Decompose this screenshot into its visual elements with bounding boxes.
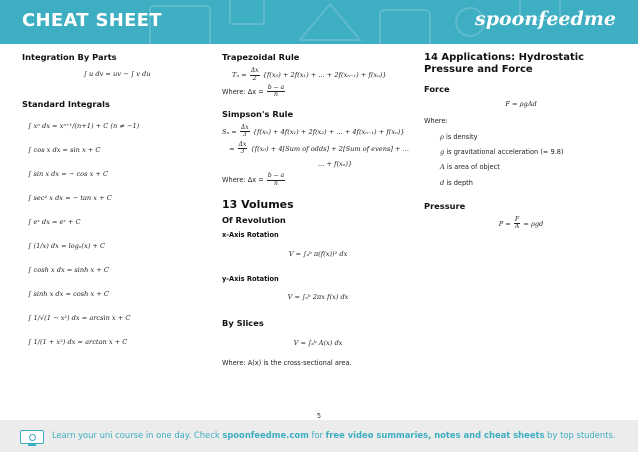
fraction-denominator: A [514, 223, 520, 231]
simpsons-heading: Simpson's Rule [222, 108, 294, 119]
standard-integrals-heading: Standard Integrals [22, 98, 110, 109]
force-where: Where: [424, 116, 448, 125]
volumes-heading: 13 Volumes [222, 197, 294, 211]
trapezoidal-fraction [250, 68, 260, 82]
definition-depth [424, 179, 618, 187]
by-slices-heading: By Slices [222, 318, 264, 329]
x-axis-rotation-formula: V = ∫ₐᵇ π(f(x))² dx [288, 249, 348, 258]
symbol-g: g [440, 148, 445, 157]
where-label: Where: Δx = [222, 87, 264, 96]
symbol-d: d [440, 178, 445, 187]
by-slices-where: Where: A(x) is the cross-sectional area. [222, 359, 352, 367]
fraction-numerator: F [514, 216, 520, 224]
pressure-lhs: P = [498, 219, 511, 228]
definition-density [424, 133, 618, 141]
y-axis-rotation-heading: y-Axis Rotation [222, 274, 279, 283]
integral-sec2: ∫ sec² x dx = − tan x + C [28, 194, 112, 203]
pressure-formula [424, 217, 618, 231]
header-banner [0, 0, 638, 44]
fraction-numerator: Δx [240, 123, 249, 131]
force-formula: F = ρgAd [505, 100, 537, 109]
footer-text-1: Learn your uni course in one day. Check [52, 430, 223, 440]
trapezoidal-lhs: Tₙ = [232, 71, 247, 80]
ibp-heading: Integration By Parts [22, 52, 117, 62]
fraction-numerator: Δx [238, 140, 247, 148]
pressure-fraction [514, 217, 520, 231]
footer-bar [0, 420, 638, 452]
footer-highlight: free video summaries, notes and cheat sheets [325, 430, 545, 440]
integral-arcsin: ∫ 1/√(1 − x²) dx = arcsin x + C [28, 314, 131, 323]
definition-text: is density [446, 132, 478, 141]
fraction-denominator: n [274, 91, 278, 99]
trapezoidal-heading: Trapezoidal Rule [222, 52, 300, 62]
applications-heading: 14 Applications: Hydrostatic Pressure and Force [424, 52, 585, 75]
integral-sinh: ∫ sinh x dx = cosh x + C [28, 290, 109, 299]
footer-text-3: by top students. [544, 430, 616, 440]
y-axis-rotation-formula: V = ∫ₐᵇ 2πx f(x) dx [287, 293, 349, 302]
simpsons-formula-line2 [222, 142, 414, 156]
integral-exp: ∫ eˣ dx = eˣ + C [28, 218, 81, 227]
definition-gravity [424, 148, 618, 156]
page-title: CHEAT SHEET [22, 10, 162, 31]
column-right [424, 52, 618, 231]
definition-text: is gravitational acceleration (≈ 9.8) [446, 148, 564, 157]
simpsons-fraction [240, 125, 250, 139]
simpsons-rhs: {f(x₀) + 4f(x₁) + 2f(x₂) + ... + 4f(xₙ₋₁) + f(xₙ)} [252, 127, 405, 136]
video-screen-icon [20, 430, 44, 444]
footer-promo-text [52, 430, 616, 440]
integral-cosh: ∫ cosh x dx = sinh x + C [28, 266, 109, 275]
column-middle [222, 52, 414, 367]
column-left [22, 52, 212, 352]
simpsons-lhs: Sₙ = [222, 127, 237, 136]
definition-area [424, 163, 618, 171]
footer-site-link[interactable]: spoonfeedme.com [222, 430, 309, 440]
integral-power: ∫ xⁿ dx = xⁿ⁺¹/(n+1) + C (n ≠ −1) [28, 122, 140, 131]
integral-sin: ∫ sin x dx = − cos x + C [28, 170, 109, 179]
trapezoidal-rhs: {f(x₀) + 2f(x₁) + ... + 2f(xₙ₋₁) + f(xₙ)} [262, 71, 387, 80]
pressure-heading: Pressure [424, 200, 466, 211]
fraction-denominator: 3 [240, 147, 245, 155]
definition-text: is area of object [446, 163, 500, 172]
definition-text: is depth [446, 178, 473, 187]
where-label: Where: Δx = [222, 176, 264, 185]
pressure-rhs: = ρgd [523, 219, 544, 228]
brand-logo: spoonfeedme [475, 8, 616, 30]
standard-integrals-list [22, 117, 212, 352]
ibp-formula: ∫ u dv = uv − ∫ v du [83, 70, 151, 79]
fraction-denominator: 3 [242, 131, 247, 139]
fraction-denominator: 2 [252, 74, 257, 82]
simpsons-where [222, 173, 414, 187]
symbol-a: A [440, 163, 445, 172]
integral-reciprocal: ∫ (1/x) dx = logₑ(x) + C [28, 242, 106, 251]
x-axis-rotation-heading: x-Axis Rotation [222, 231, 279, 240]
footer-text-2: for [308, 430, 326, 440]
simpsons-formula-line1 [222, 125, 414, 139]
simpsons-equals: = [229, 144, 235, 153]
fraction-numerator: b − a [267, 83, 285, 91]
integral-arctan: ∫ 1/(1 + x²) dx = arctan x + C [28, 338, 128, 347]
simpsons-formula-line3: ... + f(xₙ)} [318, 160, 353, 169]
delta-x-fraction [267, 85, 285, 99]
page-number: 5 [316, 412, 322, 420]
by-slices-formula: V = ∫ₐᵇ A(x) dx [293, 338, 343, 347]
fraction-numerator: Δx [250, 67, 259, 75]
integral-cos: ∫ cos x dx = sin x + C [28, 146, 101, 155]
fraction-numerator: b − a [267, 172, 285, 180]
revolution-heading: Of Revolution [222, 215, 286, 226]
fraction-denominator: n [274, 179, 278, 187]
trapezoidal-where [222, 85, 414, 99]
symbol-rho: ρ [440, 132, 444, 141]
simpsons-rhs-2: {f(x₀) + 4[Sum of odds] + 2[Sum of evens] + ... [250, 144, 409, 153]
force-heading: Force [424, 84, 450, 94]
trapezoidal-formula [222, 68, 414, 82]
video-screen-stand [28, 444, 36, 446]
simpsons-fraction-2 [238, 142, 248, 156]
delta-x-fraction [267, 173, 285, 187]
